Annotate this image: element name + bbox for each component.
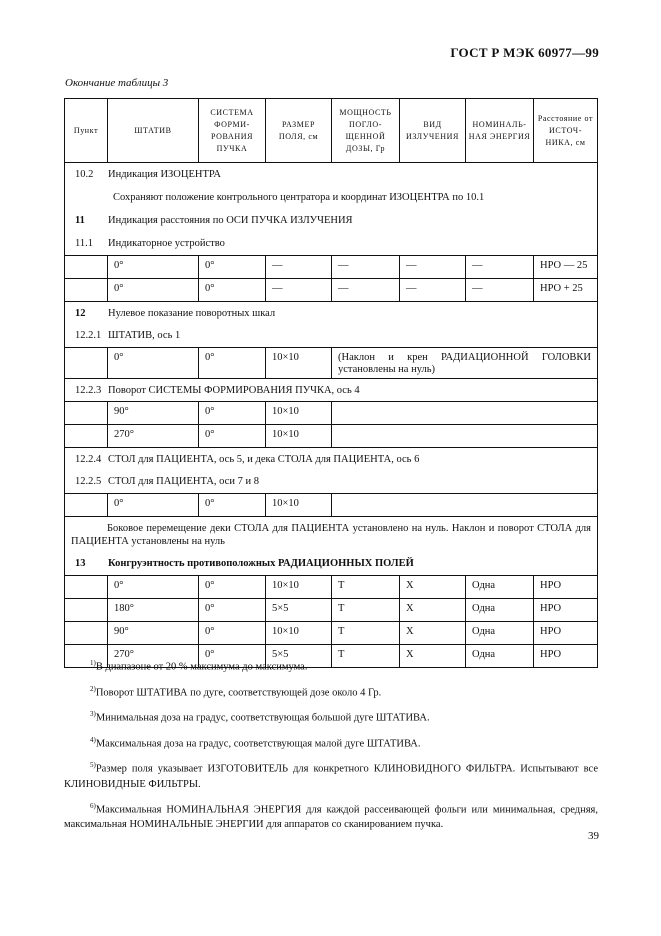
cell: 90° bbox=[108, 402, 199, 424]
cell bbox=[65, 279, 108, 301]
merged-note-cell: (Наклон и крен РАДИАЦИОННОЙ ГОЛОВКИ установлены на нуль) bbox=[338, 352, 591, 375]
cell: 270° bbox=[108, 645, 199, 667]
section-number: 12.2.1 bbox=[75, 330, 102, 341]
cell bbox=[65, 348, 108, 378]
cell: 180° bbox=[108, 599, 199, 621]
table-row bbox=[65, 347, 597, 378]
footnote-mark: 6) bbox=[90, 801, 96, 810]
section-12-2-3 bbox=[65, 378, 597, 401]
cell: Т bbox=[332, 599, 400, 621]
page-number: 39 bbox=[588, 830, 599, 842]
section-12-2-4 bbox=[65, 447, 597, 470]
cell: 0° bbox=[199, 622, 266, 644]
footnote-mark: 3) bbox=[90, 710, 96, 718]
cell bbox=[332, 402, 597, 424]
cell bbox=[65, 256, 108, 278]
section-10-2-note: Сохраняют положение контрольного центратора и координат ИЗОЦЕНТРА по 10.1 bbox=[113, 192, 485, 203]
cell: — bbox=[332, 256, 400, 278]
cell bbox=[65, 622, 108, 644]
section-title: Поворот СИСТЕМЫ ФОРМИРОВАНИЯ ПУЧКА, ось 4 bbox=[108, 384, 360, 396]
cell: 0° bbox=[199, 494, 266, 516]
section-13 bbox=[65, 552, 597, 575]
table-row bbox=[65, 575, 597, 598]
cell: — bbox=[466, 256, 534, 278]
cell: Одна bbox=[466, 645, 534, 667]
section-number: 12.2.4 bbox=[75, 453, 102, 465]
footnote-text: В диапазоне от 20 % максимума до максимума. bbox=[95, 661, 308, 673]
cell: 0° bbox=[199, 576, 266, 598]
table-caption: Окончание таблицы 3 bbox=[65, 77, 169, 89]
cell: Х bbox=[400, 576, 466, 598]
cell: Х bbox=[400, 599, 466, 621]
cell: 0° bbox=[108, 348, 199, 378]
cell: Х bbox=[400, 622, 466, 644]
cell bbox=[332, 425, 597, 447]
table-row bbox=[65, 278, 597, 301]
footnote-text: Поворот ШТАТИВА по дуге, соответствующей дозе около 4 Гр. bbox=[95, 687, 382, 698]
col-header-vid: ВИД ИЗЛУЧЕНИЯ bbox=[400, 99, 466, 162]
cell: — bbox=[266, 279, 332, 301]
section-number: 12.2.3 bbox=[75, 384, 102, 396]
cell: 10×10 bbox=[266, 425, 332, 447]
cell: НРО bbox=[540, 649, 562, 660]
section-title: СТОЛ для ПАЦИЕНТА, ось 5, и дека СТОЛА для ПАЦИЕНТА, ось 6 bbox=[108, 453, 420, 465]
cell: 270° bbox=[108, 425, 199, 447]
table-row bbox=[65, 621, 597, 644]
table-3 bbox=[64, 98, 598, 668]
cell: 0° bbox=[199, 256, 266, 278]
cell: 0° bbox=[199, 599, 266, 621]
cell: 0° bbox=[108, 576, 199, 598]
cell: 0° bbox=[108, 256, 199, 278]
section-number: 12.2.5 bbox=[75, 476, 102, 487]
cell: 0° bbox=[199, 645, 266, 667]
cell: — bbox=[266, 256, 332, 278]
footnote-text: Размер поля указывает ИЗГОТОВИТЕЛЬ для конкретного КЛИНОВИДНОГО ФИЛЬТРА. Испытывают все КЛИНОВИДНЫЕ ФИЛЬТРЫ. bbox=[64, 763, 598, 790]
section-number: 11.1 bbox=[75, 238, 93, 249]
cell bbox=[65, 402, 108, 424]
footnote-6 bbox=[64, 799, 598, 833]
cell: — bbox=[332, 279, 400, 301]
table-row bbox=[65, 598, 597, 621]
cell: Т bbox=[332, 576, 400, 598]
footnote-mark: 5) bbox=[90, 761, 96, 769]
section-title: Индикаторное устройство bbox=[108, 238, 225, 249]
cell: 0° bbox=[199, 402, 266, 424]
section-10-2 bbox=[65, 163, 597, 186]
cell bbox=[332, 494, 597, 516]
section-number: 12 bbox=[75, 307, 86, 319]
cell: Х bbox=[400, 645, 466, 667]
cell: Т bbox=[332, 622, 400, 644]
cell: НРО bbox=[540, 603, 562, 614]
cell: 10×10 bbox=[266, 576, 332, 598]
table-header bbox=[64, 98, 598, 163]
section-12-2-1 bbox=[65, 324, 597, 347]
cell: — bbox=[466, 279, 534, 301]
section-title: ШТАТИВ, ось 1 bbox=[108, 330, 181, 341]
footnote-1 bbox=[64, 656, 598, 675]
footnotes bbox=[64, 656, 598, 832]
cell bbox=[65, 425, 108, 447]
footnote-text: Минимальная доза на градус, соответствующая большой дуге ШТАТИВА. bbox=[95, 712, 430, 724]
section-11-1 bbox=[65, 232, 597, 255]
table-row bbox=[65, 401, 597, 424]
cell: НРО bbox=[540, 626, 562, 637]
section-number: 11 bbox=[75, 215, 85, 226]
cell: Одна bbox=[466, 622, 534, 644]
footnote-mark: 1) bbox=[90, 659, 96, 667]
cell: НРО bbox=[540, 580, 562, 591]
cell bbox=[65, 599, 108, 621]
footnote-text: Максимальная НОМИНАЛЬНАЯ ЭНЕРГИЯ для каждой рассеивающей фольги или минимальная, средняя, максимальная НОМИНАЛЬНЫЕ ЭНЕРГИИ для аппаратов со сканированием пучка. bbox=[64, 804, 598, 830]
cell: НРО — 25 bbox=[540, 260, 588, 271]
col-header-rasstoyanie: Расстояние от ИСТОЧ-НИКА, см bbox=[537, 113, 594, 147]
col-header-moshchnost: МОЩНОСТЬ ПОГЛО-ЩЕННОЙ ДОЗЫ, Гр bbox=[332, 99, 400, 162]
section-12 bbox=[65, 301, 597, 324]
cell: 10×10 bbox=[266, 348, 332, 378]
cell: 0° bbox=[108, 494, 199, 516]
table-row bbox=[65, 493, 597, 516]
col-header-shtativ: ШТАТИВ bbox=[108, 99, 199, 162]
cell: 0° bbox=[199, 279, 266, 301]
section-title: Индикация ИЗОЦЕНТРА bbox=[108, 169, 221, 180]
footnote-4 bbox=[64, 733, 598, 752]
cell: Одна bbox=[466, 599, 534, 621]
section-title: Нулевое показание поворотных шкал bbox=[108, 307, 276, 319]
cell: 90° bbox=[108, 622, 199, 644]
footnote-2 bbox=[64, 682, 598, 701]
cell: 10×10 bbox=[266, 402, 332, 424]
cell: 5×5 bbox=[266, 599, 332, 621]
cell bbox=[65, 576, 108, 598]
cell: — bbox=[400, 279, 466, 301]
document-header: ГОСТ Р МЭК 60977—99 bbox=[450, 45, 599, 60]
cell: Т bbox=[332, 645, 400, 667]
cell: 10×10 bbox=[266, 622, 332, 644]
col-header-punkt: Пункт bbox=[65, 99, 108, 162]
table-row bbox=[65, 255, 597, 278]
col-header-razmer: РАЗМЕР ПОЛЯ, см bbox=[266, 99, 332, 162]
table-paragraph: Боковое перемещение деки СТОЛА для ПАЦИЕНТА установлено на нуль. Наклон и поворот СТОЛА для ПАЦИЕНТА установлены на нуль bbox=[65, 516, 597, 552]
cell: Одна bbox=[466, 576, 534, 598]
cell bbox=[65, 494, 108, 516]
cell: 0° bbox=[199, 348, 266, 378]
footnote-3 bbox=[64, 707, 598, 726]
cell: 10×10 bbox=[266, 494, 332, 516]
section-title: СТОЛ для ПАЦИЕНТА, оси 7 и 8 bbox=[108, 476, 259, 487]
col-header-sistema: СИСТЕМА ФОРМИ-РОВАНИЯ ПУЧКА bbox=[199, 99, 266, 162]
section-12-2-5 bbox=[65, 470, 597, 493]
cell: 0° bbox=[199, 425, 266, 447]
cell: 0° bbox=[108, 279, 199, 301]
cell: 5×5 bbox=[266, 645, 332, 667]
col-header-energiya: НОМИНАЛЬ-НАЯ ЭНЕРГИЯ bbox=[466, 99, 534, 162]
cell: — bbox=[400, 256, 466, 278]
footnote-mark: 4) bbox=[90, 735, 96, 744]
section-11 bbox=[65, 209, 597, 232]
table-row bbox=[65, 424, 597, 447]
table-body bbox=[64, 163, 598, 668]
section-title: Конгруэнтность противоположных РАДИАЦИОННЫХ ПОЛЕЙ bbox=[108, 558, 414, 569]
footnote-5 bbox=[64, 758, 598, 792]
section-number: 10.2 bbox=[75, 169, 94, 180]
cell: НРО + 25 bbox=[540, 283, 583, 294]
footnote-mark: 2) bbox=[90, 684, 96, 693]
section-title: Индикация расстояния по ОСИ ПУЧКА ИЗЛУЧЕНИЯ bbox=[108, 215, 353, 226]
footnote-text: Максимальная доза на градус, соответствующая малой дуге ШТАТИВА. bbox=[95, 738, 421, 749]
section-number: 13 bbox=[75, 558, 86, 569]
